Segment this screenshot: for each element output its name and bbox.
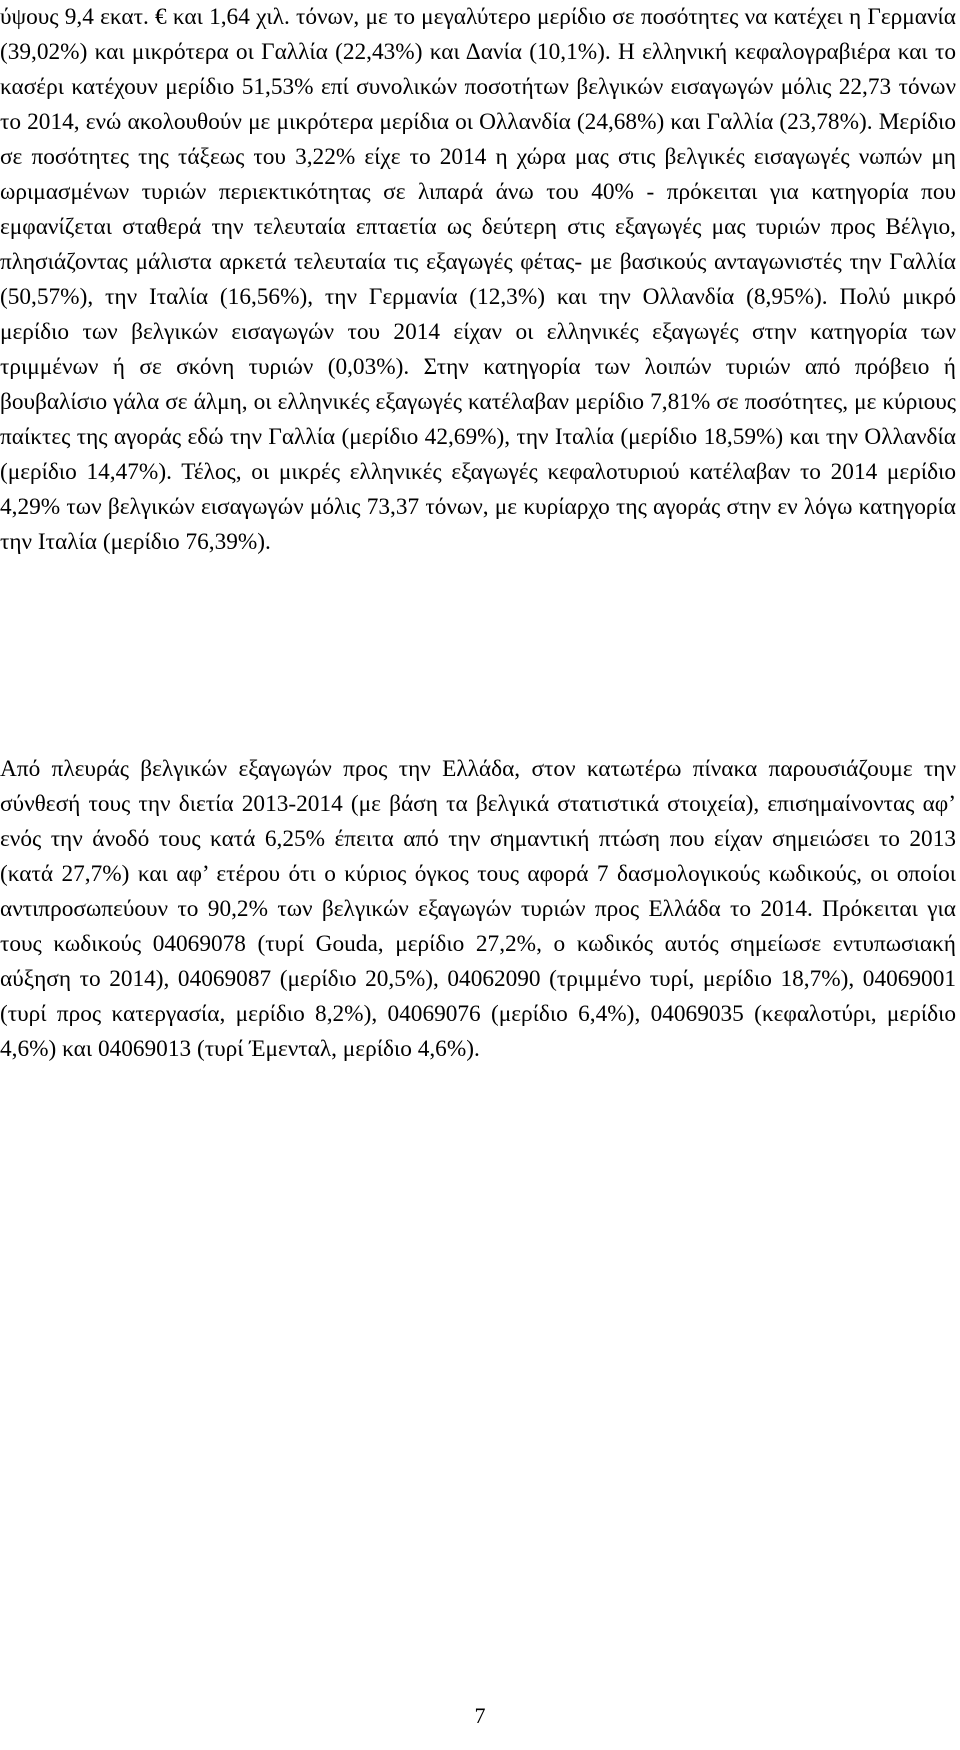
body-paragraph-1: ύψους 9,4 εκατ. € και 1,64 χιλ. τόνων, με το μεγαλύτερο μερίδιο σε ποσότητες να κατέχει η Γερμανία (39,02%) και μικρότερα οι Γαλλία (22,43%) και Δανία (10,1%). Η ελληνική κεφαλογραβιέρα και το κασέρι κατέχουν μερίδιο 51,53% επί συνολικών ποσοτήτων βελγικών εισαγωγών μόλις 22,73 τόνων το 2014, ενώ ακολουθούν με μικρότερα μερίδια οι Ολλανδία (24,68%) και Γαλλία (23,78%). Μερίδιο σε ποσότητες της τάξεως του 3,22% είχε το 2014 η χώρα μας στις βελγικές εισαγωγές νωπών μη ωριμασμένων τυριών περιεκτικότητας σε λιπαρά άνω του 40% - πρόκειται για κατηγορία που εμφανίζεται σταθερά την τελευταία επταετία ως δεύτερη στις εξαγωγές μας τυριών προς Βέλγιο, πλησιάζοντας μάλιστα αρκετά τελευταία τις εξαγωγές φέτας- με βασικούς ανταγωνιστές την Γαλλία (50,57%), την Ιταλία (16,56%), την Γερμανία (12,3%) και την Ολλανδία (8,95%). Πολύ μικρό μερίδιο των βελγικών εισαγωγών του 2014 είχαν οι ελληνικές εξαγωγές στην κατηγορία των τριμμένων ή σε σκόνη τυριών (0,03%). Στην κατηγορία των λοιπών τυριών από πρόβειο ή βουβαλίσιο γάλα σε άλμη, οι ελληνικές εξαγωγές κατέλαβαν μερίδιο 7,81% σε ποσότητες, με κύριους παίκτες της αγοράς εδώ την Γαλλία (μερίδιο 42,69%), την Ιταλία (μερίδιο 18,59%) και την Ολλανδία (μερίδιο 14,47%). Τέλος, οι μικρές ελληνικές εξαγωγές κεφαλοτυριού κατέλαβαν το 2014 μερίδιο 4,29% των βελγικών εισαγωγών μόλις 73,37 τόνων, με κυρίαρχο της αγοράς στην εν λόγω κατηγορία την Ιταλία (μερίδιο 76,39%).	[0, 4, 956, 555]
body-paragraph-2: Από πλευράς βελγικών εξαγωγών προς την Ελλάδα, στον κατωτέρω πίνακα παρουσιάζουμε την σύνθεσή τους την διετία 2013-2014 (με βάση τα βελγικά στατιστικά στοιχεία), επισημαίνοντας αφ’ ενός την άνοδό τους κατά 6,25% έπειτα από την σημαντική πτώση που είχαν σημειώσει το 2013 (κατά 27,7%) και αφ’ ετέρου ότι ο κύριος όγκος τους αφορά 7 δασμολογικούς κωδικούς, οι οποίοι αντιπροσωπεύουν το 90,2% των βελγικών εξαγωγών τυριών προς Ελλάδα το 2014. Πρόκειται για τους κωδικούς 04069078 (τυρί Gouda, μερίδιο 27,2%, ο κωδικός αυτός σημείωσε εντυπωσιακή αύξηση το 2014), 04069087 (μερίδιο 20,5%), 04062090 (τριμμένο τυρί, μερίδιο 18,7%), 04069001 (τυρί προς κατεργασία, μερίδιο 8,2%), 04069076 (μερίδιο 6,4%), 04069035 (κεφαλοτύρι, μερίδιο 4,6%) και 04069013 (τυρί Έμενταλ, μερίδιο 4,6%).	[0, 756, 956, 1062]
page-number: 7	[474, 1703, 486, 1728]
